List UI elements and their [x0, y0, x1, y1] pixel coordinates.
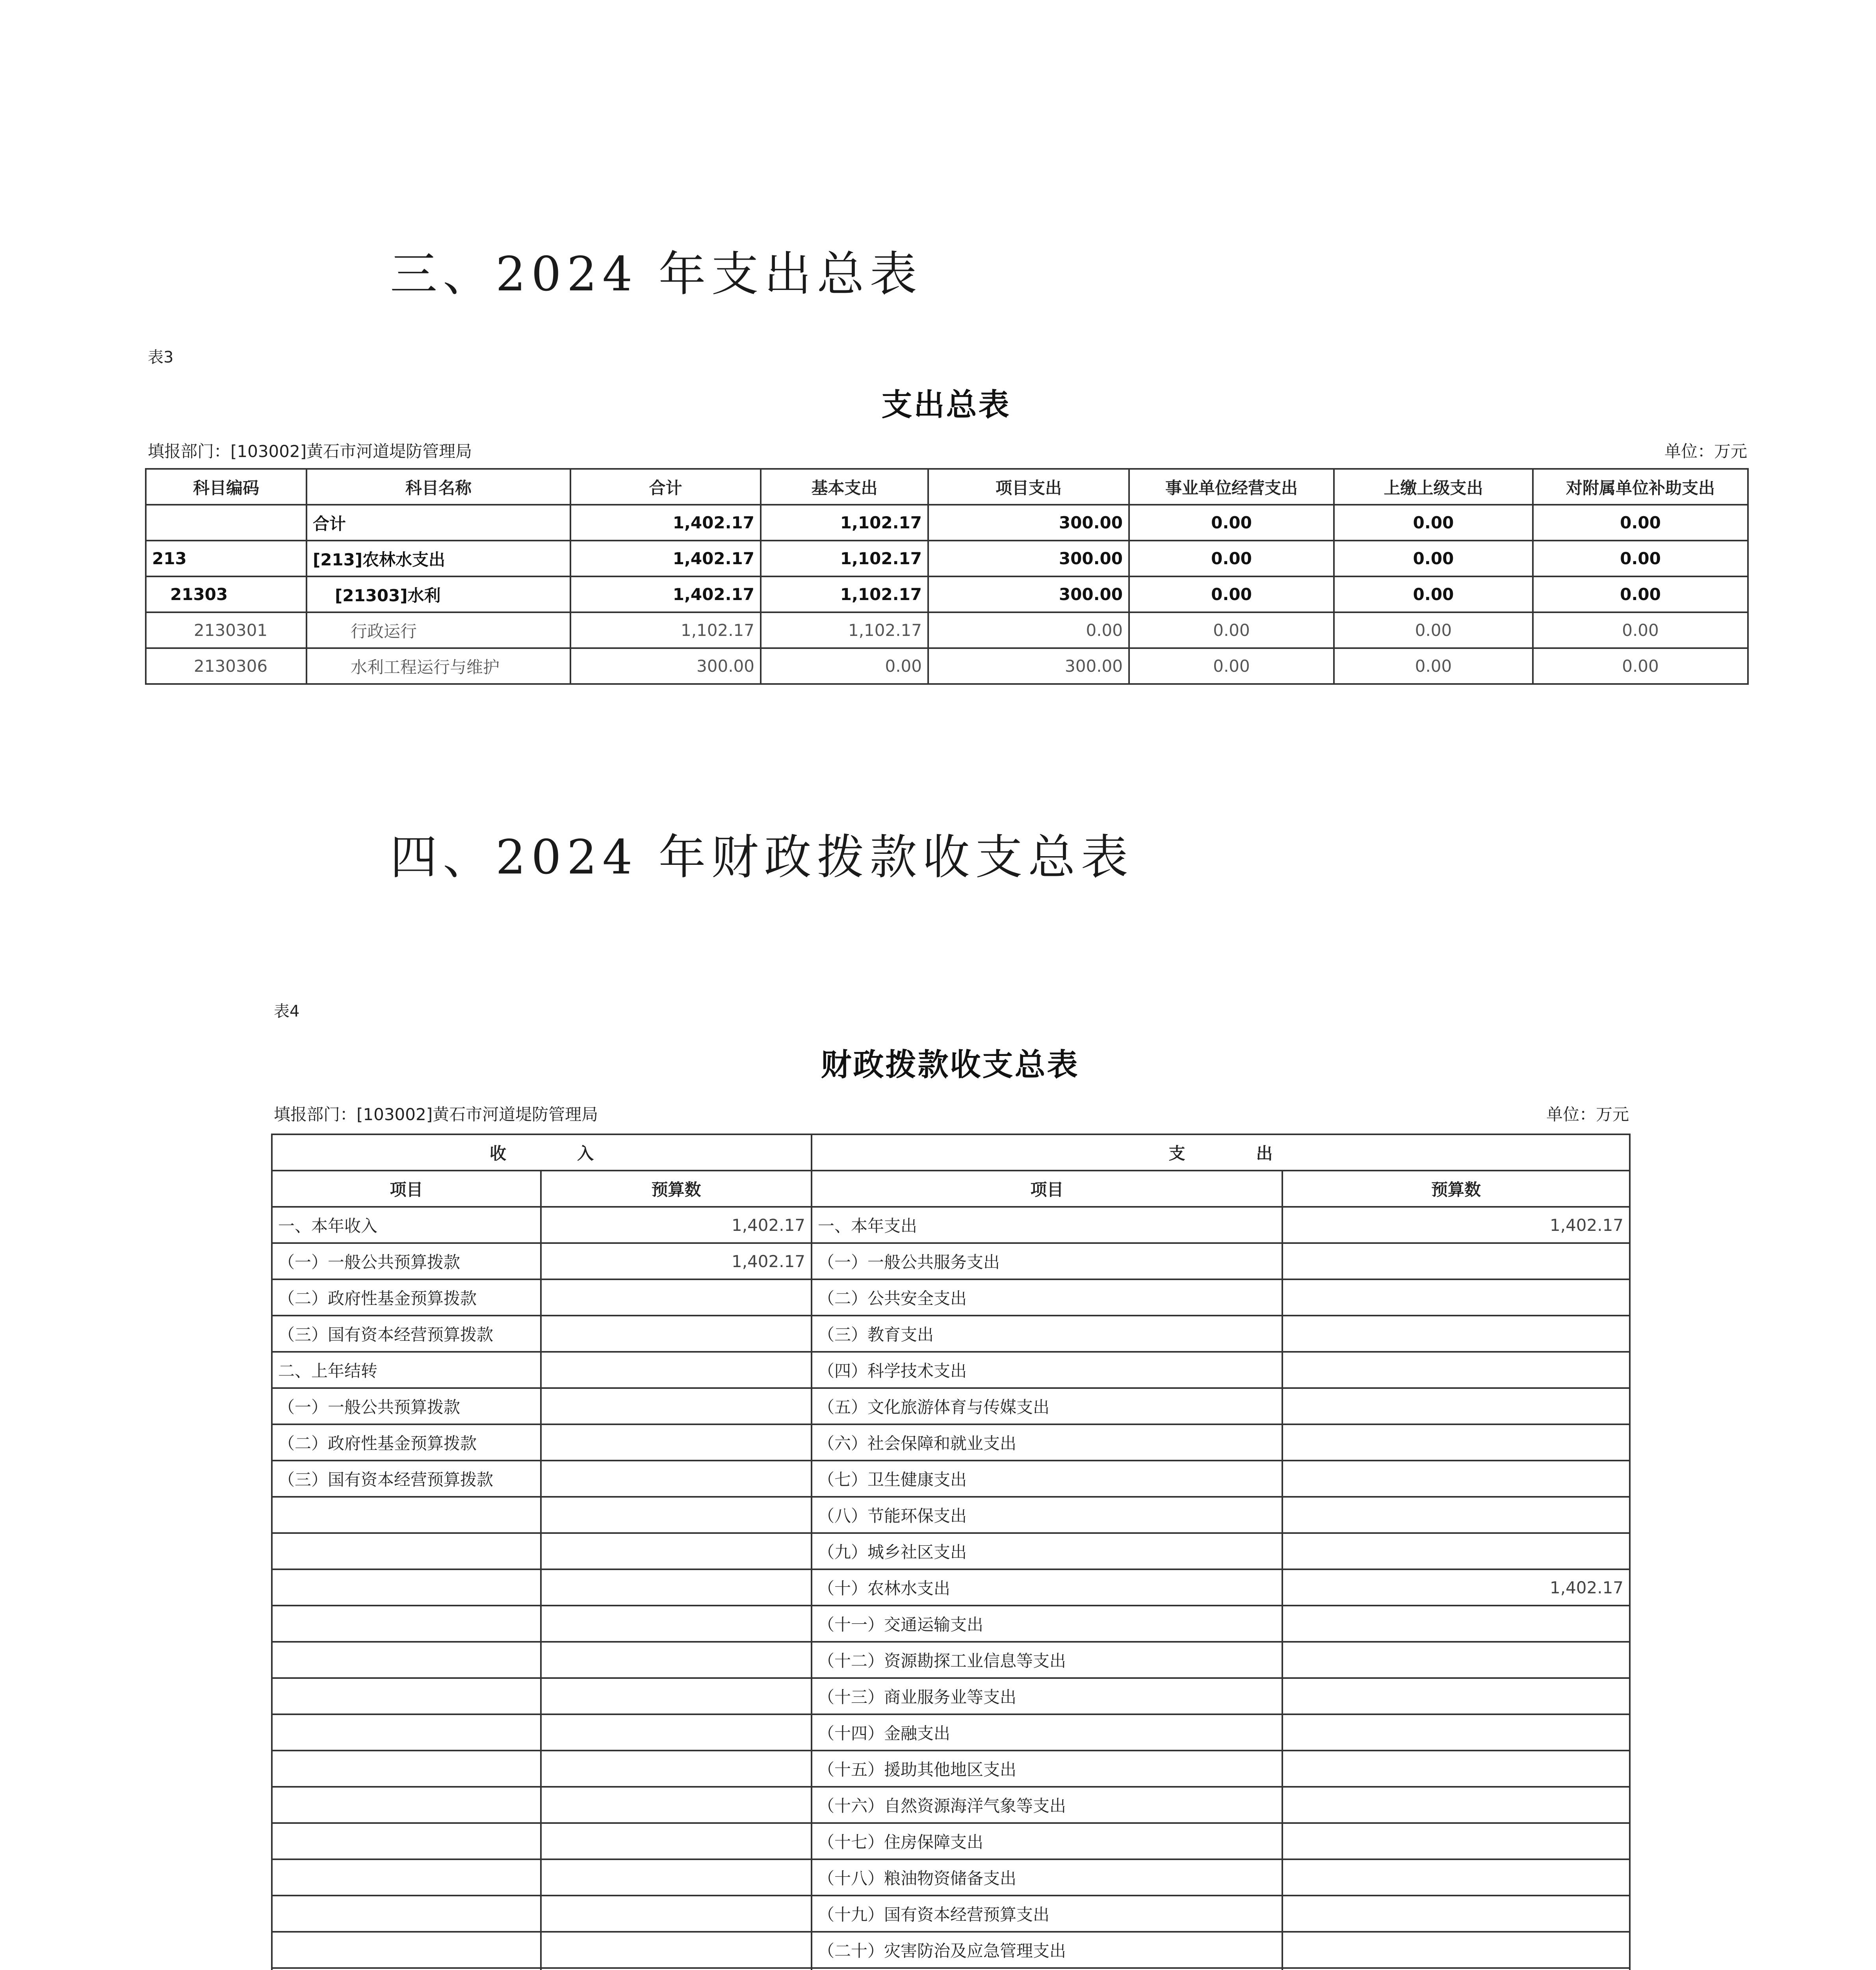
income-amount-cell [541, 1714, 812, 1751]
table-row [146, 576, 1748, 612]
cell-basic: 1,102.17 [761, 576, 928, 612]
table-row [272, 1896, 1630, 1932]
expense-amount-cell [1282, 1388, 1630, 1424]
expense-item-cell: （十二）资源勘探工业信息等支出 [812, 1642, 1282, 1678]
income-item-cell: （一）一般公共预算拨款 [272, 1388, 541, 1424]
income-amount-cell [541, 1352, 812, 1388]
cell-upper: 0.00 [1334, 541, 1533, 576]
cell-business: 0.00 [1129, 612, 1334, 648]
income-item-cell [272, 1569, 541, 1606]
column-header: 合计 [570, 469, 761, 505]
table-row [272, 1714, 1630, 1751]
income-item-cell [272, 1859, 541, 1896]
cell-subsidy: 0.00 [1533, 576, 1748, 612]
table-row [272, 1678, 1630, 1714]
cell-subsidy: 0.00 [1533, 541, 1748, 576]
table-title-fiscal-appropriation: 财政拨款收支总表 [821, 1047, 1079, 1083]
unit-label: 单位：万元 [1664, 442, 1747, 461]
income-amount-cell [541, 1606, 812, 1642]
cell-project: 300.00 [928, 648, 1129, 684]
expense-amount-cell [1282, 1932, 1630, 1968]
cell-basic: 1,102.17 [761, 541, 928, 576]
income-amount-cell [541, 1279, 812, 1316]
expense-item-cell: （七）卫生健康支出 [812, 1461, 1282, 1497]
table-row [272, 1606, 1630, 1642]
income-item-cell [272, 1714, 541, 1751]
cell-name: 水利工程运行与维护 [306, 648, 570, 684]
cell-total: 1,402.17 [570, 576, 761, 612]
table-header-row [272, 1134, 1630, 1171]
income-amount-cell [541, 1787, 812, 1823]
income-amount-cell [541, 1388, 812, 1424]
table-row [272, 1207, 1630, 1243]
expense-amount-cell [1282, 1714, 1630, 1751]
income-amount-cell [541, 1533, 812, 1569]
table-row [146, 648, 1748, 684]
cell-name: 行政运行 [306, 612, 570, 648]
column-header-budget: 预算数 [541, 1171, 812, 1207]
expense-item-cell: （九）城乡社区支出 [812, 1533, 1282, 1569]
cell-project: 300.00 [928, 505, 1129, 541]
column-header: 事业单位经营支出 [1129, 469, 1334, 505]
income-item-cell [272, 1823, 541, 1859]
income-amount-cell [541, 1859, 812, 1896]
expense-item-cell: （十三）商业服务业等支出 [812, 1678, 1282, 1714]
column-header: 上缴上级支出 [1334, 469, 1533, 505]
cell-name: 合计 [306, 505, 570, 541]
header-income: 收入 [272, 1134, 812, 1171]
table-row [272, 1859, 1630, 1896]
income-item-cell: 一、本年收入 [272, 1207, 541, 1243]
table-row [272, 1642, 1630, 1678]
table-row [146, 612, 1748, 648]
expenditure-summary-table [145, 468, 1749, 685]
expense-item-cell: （五）文化旅游体育与传媒支出 [812, 1388, 1282, 1424]
expense-item-cell: （四）科学技术支出 [812, 1352, 1282, 1388]
expense-amount-cell [1282, 1787, 1630, 1823]
income-item-cell: （二）政府性基金预算拨款 [272, 1424, 541, 1461]
table-title-expenditure: 支出总表 [881, 387, 1011, 423]
expense-item-cell: （二）公共安全支出 [812, 1279, 1282, 1316]
expense-amount-cell [1282, 1606, 1630, 1642]
cell-code: 21303 [146, 576, 306, 612]
income-amount-cell [541, 1569, 812, 1606]
column-header: 科目名称 [306, 469, 570, 505]
income-item-cell: 二、上年结转 [272, 1352, 541, 1388]
cell-subsidy: 0.00 [1533, 505, 1748, 541]
expense-item-cell: （一）一般公共服务支出 [812, 1243, 1282, 1279]
table-row [272, 1461, 1630, 1497]
income-amount-cell [541, 1461, 812, 1497]
table-subheader-row [272, 1171, 1630, 1207]
fiscal-appropriation-table [271, 1134, 1631, 1970]
income-amount-cell [541, 1968, 812, 1970]
table-row [272, 1316, 1630, 1352]
expense-item-cell: （十五）援助其他地区支出 [812, 1751, 1282, 1787]
expense-amount-cell [1282, 1243, 1630, 1279]
cell-code [146, 505, 306, 541]
cell-basic: 0.00 [761, 648, 928, 684]
cell-name: [213]农林水支出 [306, 541, 570, 576]
income-amount-cell [541, 1424, 812, 1461]
cell-name: [21303]水利 [306, 576, 570, 612]
expense-amount-cell: 1,402.17 [1282, 1207, 1630, 1243]
expense-amount-cell [1282, 1461, 1630, 1497]
cell-code: 213 [146, 541, 306, 576]
expense-amount-cell [1282, 1424, 1630, 1461]
expense-item-cell: （十七）住房保障支出 [812, 1823, 1282, 1859]
income-amount-cell: 1,402.17 [541, 1207, 812, 1243]
expense-amount-cell [1282, 1279, 1630, 1316]
table-row [272, 1823, 1630, 1859]
expense-item-cell: （十八）粮油物资储备支出 [812, 1859, 1282, 1896]
expense-amount-cell [1282, 1497, 1630, 1533]
cell-upper: 0.00 [1334, 648, 1533, 684]
expense-amount-cell [1282, 1751, 1630, 1787]
cell-business: 0.00 [1129, 541, 1334, 576]
table-number-3: 表3 [148, 348, 174, 366]
expense-amount-cell [1282, 1642, 1630, 1678]
table-row [272, 1968, 1630, 1970]
income-amount-cell [541, 1751, 812, 1787]
column-header-item: 项目 [272, 1171, 541, 1207]
column-header-budget: 预算数 [1282, 1171, 1630, 1207]
cell-code: 2130306 [146, 648, 306, 684]
income-amount-cell [541, 1642, 812, 1678]
expense-item-cell: （十六）自然资源海洋气象等支出 [812, 1787, 1282, 1823]
cell-total: 1,402.17 [570, 505, 761, 541]
expense-item-cell: （三）教育支出 [812, 1316, 1282, 1352]
income-item-cell [272, 1678, 541, 1714]
income-amount-cell [541, 1896, 812, 1932]
expense-amount-cell [1282, 1968, 1630, 1970]
income-item-cell [272, 1533, 541, 1569]
table-row [272, 1932, 1630, 1968]
column-header: 对附属单位补助支出 [1533, 469, 1748, 505]
table-row [272, 1352, 1630, 1388]
income-item-cell [272, 1968, 541, 1970]
cell-total: 1,402.17 [570, 541, 761, 576]
column-header: 基本支出 [761, 469, 928, 505]
reporting-department: 填报部门：[103002]黄石市河道堤防管理局 [148, 442, 472, 461]
income-item-cell: （二）政府性基金预算拨款 [272, 1279, 541, 1316]
cell-upper: 0.00 [1334, 612, 1533, 648]
table-number-4: 表4 [274, 1002, 300, 1020]
cell-basic: 1,102.17 [761, 612, 928, 648]
cell-upper: 0.00 [1334, 576, 1533, 612]
expense-amount-cell [1282, 1823, 1630, 1859]
table-row [146, 541, 1748, 576]
section-heading-fiscal-appropriation: 四、2024 年财政拨款收支总表 [390, 830, 1134, 885]
cell-project: 300.00 [928, 541, 1129, 576]
income-item-cell [272, 1497, 541, 1533]
reporting-department: 填报部门：[103002]黄石市河道堤防管理局 [274, 1105, 598, 1124]
unit-label: 单位：万元 [1546, 1105, 1629, 1124]
table-row [272, 1533, 1630, 1569]
income-item-cell [272, 1642, 541, 1678]
table-row [272, 1279, 1630, 1316]
table-row [272, 1424, 1630, 1461]
expense-item-cell: （十）农林水支出 [812, 1569, 1282, 1606]
income-item-cell: （三）国有资本经营预算拨款 [272, 1316, 541, 1352]
income-item-cell [272, 1932, 541, 1968]
expense-amount-cell: 1,402.17 [1282, 1569, 1630, 1606]
cell-subsidy: 0.00 [1533, 648, 1748, 684]
expense-item-cell [812, 1968, 1282, 1970]
table-row-total [146, 505, 1748, 541]
table-row [272, 1787, 1630, 1823]
expense-item-cell: （八）节能环保支出 [812, 1497, 1282, 1533]
cell-project: 0.00 [928, 612, 1129, 648]
expense-amount-cell [1282, 1316, 1630, 1352]
column-header: 项目支出 [928, 469, 1129, 505]
income-amount-cell [541, 1678, 812, 1714]
table-row [272, 1388, 1630, 1424]
table-row [272, 1751, 1630, 1787]
table-header-row [146, 469, 1748, 505]
expense-amount-cell [1282, 1896, 1630, 1932]
section-heading-expenditure: 三、2024 年支出总表 [390, 247, 923, 302]
income-amount-cell: 1,402.17 [541, 1243, 812, 1279]
cell-code: 2130301 [146, 612, 306, 648]
cell-upper: 0.00 [1334, 505, 1533, 541]
expense-item-cell: （六）社会保障和就业支出 [812, 1424, 1282, 1461]
expense-amount-cell [1282, 1533, 1630, 1569]
income-item-cell: （三）国有资本经营预算拨款 [272, 1461, 541, 1497]
cell-subsidy: 0.00 [1533, 612, 1748, 648]
expense-item-cell: 一、本年支出 [812, 1207, 1282, 1243]
expense-amount-cell [1282, 1352, 1630, 1388]
column-header: 科目编码 [146, 469, 306, 505]
table-row [272, 1243, 1630, 1279]
income-item-cell [272, 1896, 541, 1932]
income-item-cell [272, 1751, 541, 1787]
income-amount-cell [541, 1823, 812, 1859]
expense-amount-cell [1282, 1859, 1630, 1896]
income-item-cell: （一）一般公共预算拨款 [272, 1243, 541, 1279]
income-item-cell [272, 1606, 541, 1642]
expense-item-cell: （十一）交通运输支出 [812, 1606, 1282, 1642]
income-amount-cell [541, 1316, 812, 1352]
header-expense: 支出 [812, 1134, 1630, 1171]
expense-item-cell: （二十）灾害防治及应急管理支出 [812, 1932, 1282, 1968]
income-amount-cell [541, 1497, 812, 1533]
cell-business: 0.00 [1129, 576, 1334, 612]
expense-item-cell: （十四）金融支出 [812, 1714, 1282, 1751]
table-row [272, 1569, 1630, 1606]
cell-business: 0.00 [1129, 505, 1334, 541]
expense-amount-cell [1282, 1678, 1630, 1714]
expense-item-cell: （十九）国有资本经营预算支出 [812, 1896, 1282, 1932]
income-amount-cell [541, 1932, 812, 1968]
cell-project: 300.00 [928, 576, 1129, 612]
income-item-cell [272, 1787, 541, 1823]
cell-business: 0.00 [1129, 648, 1334, 684]
column-header-item: 项目 [812, 1171, 1282, 1207]
cell-basic: 1,102.17 [761, 505, 928, 541]
cell-total: 300.00 [570, 648, 761, 684]
table-row [272, 1497, 1630, 1533]
cell-total: 1,102.17 [570, 612, 761, 648]
